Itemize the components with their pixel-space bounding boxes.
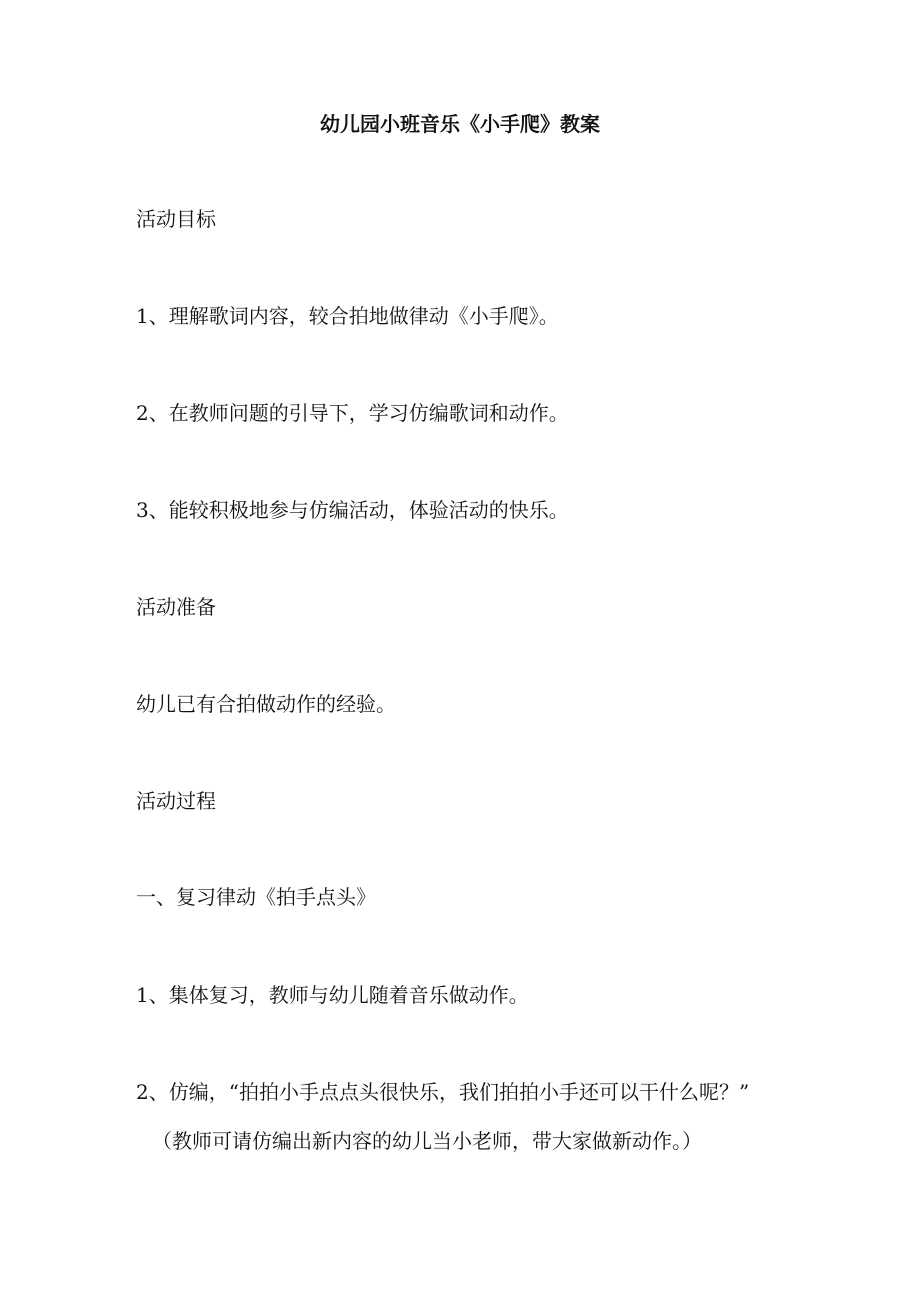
- document-title: 幼儿园小班音乐《小手爬》教案: [320, 112, 600, 136]
- process-substep-2: 2、仿编，“拍拍小手点点头很快乐，我们拍拍小手还可以干什么呢？”: [136, 1080, 750, 1104]
- section-heading-process: 活动过程: [136, 789, 216, 813]
- process-substep-2-note: （教师可请仿编出新内容的幼儿当小老师，带大家做新动作。）: [152, 1129, 702, 1153]
- section-heading-goals: 活动目标: [136, 207, 216, 231]
- goal-item-3: 3、能较积极地参与仿编活动，体验活动的快乐。: [136, 498, 569, 522]
- goal-item-1: 1、理解歌词内容，较合拍地做律动《小手爬》。: [136, 304, 559, 328]
- process-step-1: 一、复习律动《拍手点头》: [136, 885, 376, 909]
- preparation-text: 幼儿已有合拍做动作的经验。: [136, 692, 396, 716]
- section-heading-preparation: 活动准备: [136, 595, 216, 619]
- goal-item-2: 2、在教师问题的引导下，学习仿编歌词和动作。: [136, 401, 569, 425]
- process-substep-1: 1、集体复习，教师与幼儿随着音乐做动作。: [136, 983, 529, 1007]
